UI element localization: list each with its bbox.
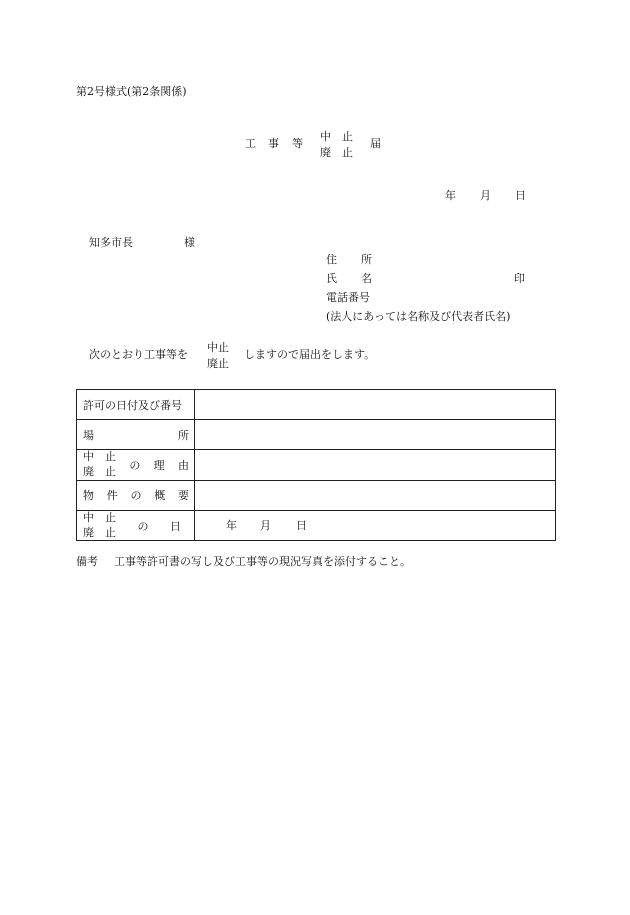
location-field[interactable] (195, 420, 556, 450)
label-char: 所 (178, 428, 189, 442)
table-row (77, 420, 556, 450)
addressee-name: 知多市長 (89, 236, 133, 249)
label-char: 日 (170, 519, 181, 533)
seal-mark: 印 (514, 272, 525, 285)
date-field[interactable] (195, 510, 556, 541)
date-month: 月 (480, 189, 491, 202)
date-label (77, 510, 195, 541)
permit-date-number-label (77, 390, 195, 420)
address-label-char: 所 (361, 253, 372, 266)
title-option-abolish: 廃 止 (320, 145, 353, 159)
reason-field[interactable] (195, 450, 556, 481)
property-summary-label (77, 480, 195, 510)
name-label-char: 氏 (326, 272, 337, 285)
title-char: 等 (292, 137, 303, 150)
phone-label: 電話番号 (326, 291, 370, 304)
statement-suffix: しますので届出をします。 (244, 348, 376, 361)
label-option-stop: 中 止 (83, 450, 116, 463)
date-field-year: 年 (226, 518, 237, 532)
addressee-honorific: 様 (184, 236, 195, 249)
permit-date-number-field[interactable] (195, 390, 556, 420)
label-char: の (137, 519, 149, 533)
table-row (77, 390, 556, 420)
table-row (77, 450, 556, 481)
date-field-day: 日 (296, 518, 307, 532)
label-option-abolish: 廃 止 (83, 525, 116, 539)
label-char: 概 (154, 489, 166, 503)
label-char: 物 (83, 489, 94, 503)
location-label (77, 420, 195, 450)
remarks-label: 備考 (76, 555, 98, 568)
label-char: 由 (177, 458, 189, 472)
label-char: 件 (106, 489, 118, 503)
date-field-month: 月 (260, 518, 271, 532)
label-char: の (129, 458, 141, 472)
corporate-note: (法人にあっては名称及び代表者氏名) (326, 310, 511, 323)
statement-options (207, 340, 229, 372)
form-number: 第2号様式(第2条関係) (76, 85, 187, 98)
label-option-abolish: 廃 止 (83, 464, 116, 478)
name-label-char: 名 (361, 272, 372, 285)
title-options (320, 129, 353, 161)
table-row (77, 480, 556, 510)
table-row (77, 510, 556, 541)
label-option-stop: 中 止 (83, 510, 116, 524)
label-char: 場 (83, 428, 94, 442)
label-text: 許可の日付及び番号 (83, 398, 182, 412)
title-char: 届 (370, 137, 381, 150)
statement-option-abolish: 廃止 (207, 356, 229, 370)
date-year: 年 (445, 189, 456, 202)
reason-label (77, 450, 195, 481)
label-char: の (130, 489, 142, 503)
statement-option-stop: 中止 (207, 341, 229, 354)
label-char: 要 (178, 489, 189, 503)
title-char: 事 (268, 137, 279, 150)
title-option-stop: 中 止 (320, 130, 353, 143)
statement-prefix: 次のとおり工事等を (89, 348, 188, 361)
property-summary-field[interactable] (195, 480, 556, 510)
date-day: 日 (515, 189, 526, 202)
address-label-char: 住 (326, 253, 337, 266)
application-table (76, 389, 556, 541)
title-char: 工 (245, 137, 256, 150)
remarks-text: 工事等許可書の写し及び工事等の現況写真を添付すること。 (114, 555, 411, 568)
label-char: 理 (153, 458, 165, 472)
